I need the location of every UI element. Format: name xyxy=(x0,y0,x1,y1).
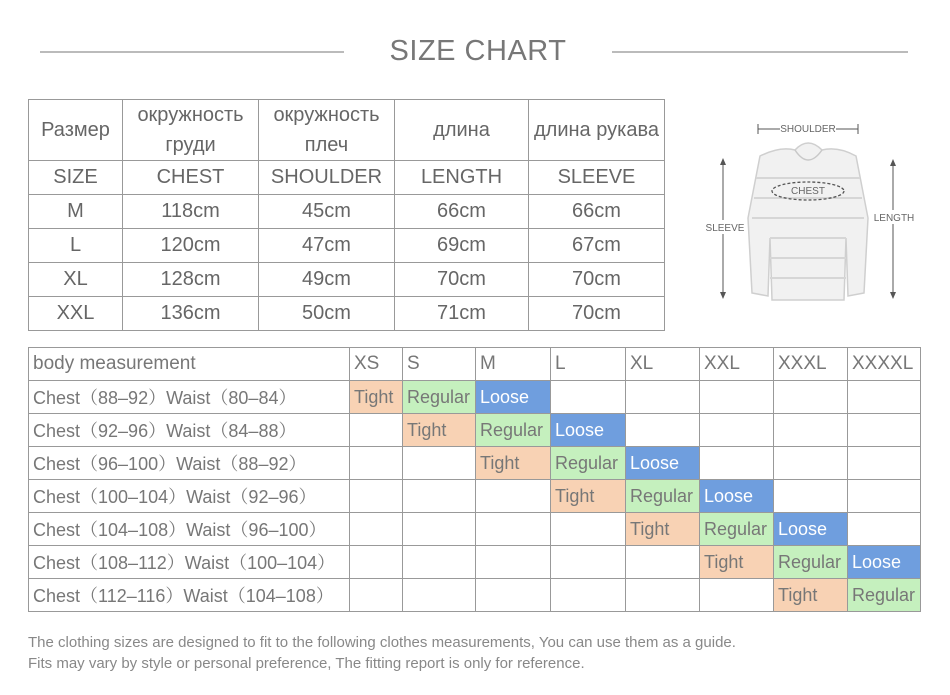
table-row xyxy=(29,480,921,513)
table-cell: 49cm xyxy=(259,263,395,297)
fit-cell: Loose xyxy=(551,414,626,447)
header-cell: SHOULDER xyxy=(259,161,395,195)
size-table xyxy=(28,99,665,331)
fit-cell xyxy=(848,447,921,480)
note-line: The clothing sizes are designed to fit to the following clothes measurements, You can use them as a guide. xyxy=(28,634,736,651)
arrow-up-icon xyxy=(890,159,896,166)
header-cell: LENGTH xyxy=(395,161,529,195)
fit-cell xyxy=(476,513,551,546)
fit-cell: Tight xyxy=(350,381,403,414)
header-cell: XXL xyxy=(700,348,774,381)
fit-cell xyxy=(774,381,848,414)
fit-cell: Regular xyxy=(551,447,626,480)
table-row xyxy=(29,263,665,297)
header-cell: L xyxy=(551,348,626,381)
fit-cell xyxy=(774,480,848,513)
note-line: Fits may vary by style or personal preference, The fitting report is only for reference. xyxy=(28,655,585,672)
header-cell: XS xyxy=(350,348,403,381)
fit-cell xyxy=(403,546,476,579)
header-cell: SLEEVE xyxy=(529,161,665,195)
fit-cell xyxy=(476,480,551,513)
fit-cell xyxy=(350,447,403,480)
table-row xyxy=(29,381,921,414)
measurement-label: Chest（104–108）Waist（96–100） xyxy=(29,513,350,546)
fit-cell: Regular xyxy=(848,579,921,612)
table-cell: M xyxy=(29,195,123,229)
page-title: SIZE CHART xyxy=(389,35,567,67)
fit-cell xyxy=(350,579,403,612)
arrow-down-icon xyxy=(720,292,726,299)
fit-cell: Loose xyxy=(476,381,551,414)
fit-cell: Loose xyxy=(774,513,848,546)
measurement-label: Chest（88–92）Waist（80–84） xyxy=(29,381,350,414)
table-cell: XL xyxy=(29,263,123,297)
table-cell: 66cm xyxy=(529,195,665,229)
chest-label: CHEST xyxy=(791,186,825,197)
header-cell: SIZE xyxy=(29,161,123,195)
fit-cell: Regular xyxy=(403,381,476,414)
fit-cell xyxy=(403,513,476,546)
fit-cell xyxy=(403,480,476,513)
fit-cell xyxy=(848,414,921,447)
table-cell: 69cm xyxy=(395,229,529,263)
fit-cell xyxy=(700,381,774,414)
fit-cell xyxy=(700,447,774,480)
table-cell: 66cm xyxy=(395,195,529,229)
title-divider-right xyxy=(612,51,908,53)
fit-cell xyxy=(551,579,626,612)
fit-cell: Loose xyxy=(848,546,921,579)
fit-cell xyxy=(626,381,700,414)
fit-cell: Tight xyxy=(551,480,626,513)
header-cell: S xyxy=(403,348,476,381)
title-bar xyxy=(0,28,950,74)
table-cell: 47cm xyxy=(259,229,395,263)
fit-cell: Tight xyxy=(476,447,551,480)
table-row xyxy=(29,229,665,263)
table-cell: 50cm xyxy=(259,297,395,331)
header-cell: body measurement xyxy=(29,348,350,381)
fit-cell xyxy=(403,579,476,612)
header-cell: M xyxy=(476,348,551,381)
table-cell: 128cm xyxy=(123,263,259,297)
fit-cell xyxy=(848,513,921,546)
fit-cell: Regular xyxy=(774,546,848,579)
fit-cell: Tight xyxy=(403,414,476,447)
header-cell: XXXL xyxy=(774,348,848,381)
fit-cell xyxy=(700,414,774,447)
header-cell: длина xyxy=(395,100,529,161)
fit-cell xyxy=(626,579,700,612)
table-row xyxy=(29,513,921,546)
table-cell: 70cm xyxy=(529,263,665,297)
arrow-down-icon xyxy=(890,292,896,299)
table-cell: 71cm xyxy=(395,297,529,331)
hoodie-outline xyxy=(748,143,868,300)
fit-cell xyxy=(350,513,403,546)
header-cell: длина рукава xyxy=(529,100,665,161)
sleeve-label: SLEEVE xyxy=(705,223,745,234)
table-row xyxy=(29,297,665,331)
table-row xyxy=(29,579,921,612)
fit-table-header xyxy=(29,348,921,381)
table-cell: XXL xyxy=(29,297,123,331)
fit-cell xyxy=(476,546,551,579)
fit-cell xyxy=(551,381,626,414)
fit-cell xyxy=(551,513,626,546)
fit-cell: Regular xyxy=(476,414,551,447)
fit-cell xyxy=(350,546,403,579)
table-cell: 45cm xyxy=(259,195,395,229)
fit-cell xyxy=(848,480,921,513)
table-cell: 118cm xyxy=(123,195,259,229)
table-cell: 70cm xyxy=(395,263,529,297)
size-table-en-header xyxy=(29,161,665,195)
title-divider-left xyxy=(40,51,344,53)
fit-cell xyxy=(626,546,700,579)
fit-cell xyxy=(774,447,848,480)
length-label: LENGTH xyxy=(873,213,915,224)
hoodie-measurement-figure xyxy=(700,118,930,308)
fit-cell xyxy=(350,414,403,447)
header-cell: окружность плеч xyxy=(259,100,395,161)
table-cell: 67cm xyxy=(529,229,665,263)
fit-cell xyxy=(848,381,921,414)
fit-cell xyxy=(774,414,848,447)
table-cell: 136cm xyxy=(123,297,259,331)
header-cell: окружность груди xyxy=(123,100,259,161)
header-cell: CHEST xyxy=(123,161,259,195)
fit-cell: Tight xyxy=(626,513,700,546)
table-row xyxy=(29,447,921,480)
measurement-label: Chest（96–100）Waist（88–92） xyxy=(29,447,350,480)
fit-cell: Tight xyxy=(700,546,774,579)
fit-cell xyxy=(626,414,700,447)
fit-cell: Regular xyxy=(626,480,700,513)
fit-cell xyxy=(700,579,774,612)
table-row xyxy=(29,546,921,579)
header-cell: Размер xyxy=(29,100,123,161)
measurement-label: Chest（92–96）Waist（84–88） xyxy=(29,414,350,447)
size-table-ru-header xyxy=(29,100,665,161)
fit-cell: Tight xyxy=(774,579,848,612)
shoulder-label: SHOULDER xyxy=(780,124,836,135)
fit-cell xyxy=(350,480,403,513)
fit-notes xyxy=(28,632,736,674)
table-row xyxy=(29,414,921,447)
table-cell: 120cm xyxy=(123,229,259,263)
fit-cell: Regular xyxy=(700,513,774,546)
measurement-label: Chest（108–112）Waist（100–104） xyxy=(29,546,350,579)
measurement-label: Chest（112–116）Waist（104–108） xyxy=(29,579,350,612)
measurement-label: Chest（100–104）Waist（92–96） xyxy=(29,480,350,513)
fit-cell xyxy=(403,447,476,480)
fit-cell: Loose xyxy=(626,447,700,480)
table-cell: 70cm xyxy=(529,297,665,331)
arrow-up-icon xyxy=(720,158,726,165)
header-cell: XL xyxy=(626,348,700,381)
fit-table xyxy=(28,347,921,612)
fit-cell: Loose xyxy=(700,480,774,513)
table-cell: L xyxy=(29,229,123,263)
fit-cell xyxy=(476,579,551,612)
header-cell: XXXXL xyxy=(848,348,921,381)
fit-cell xyxy=(551,546,626,579)
table-row xyxy=(29,195,665,229)
